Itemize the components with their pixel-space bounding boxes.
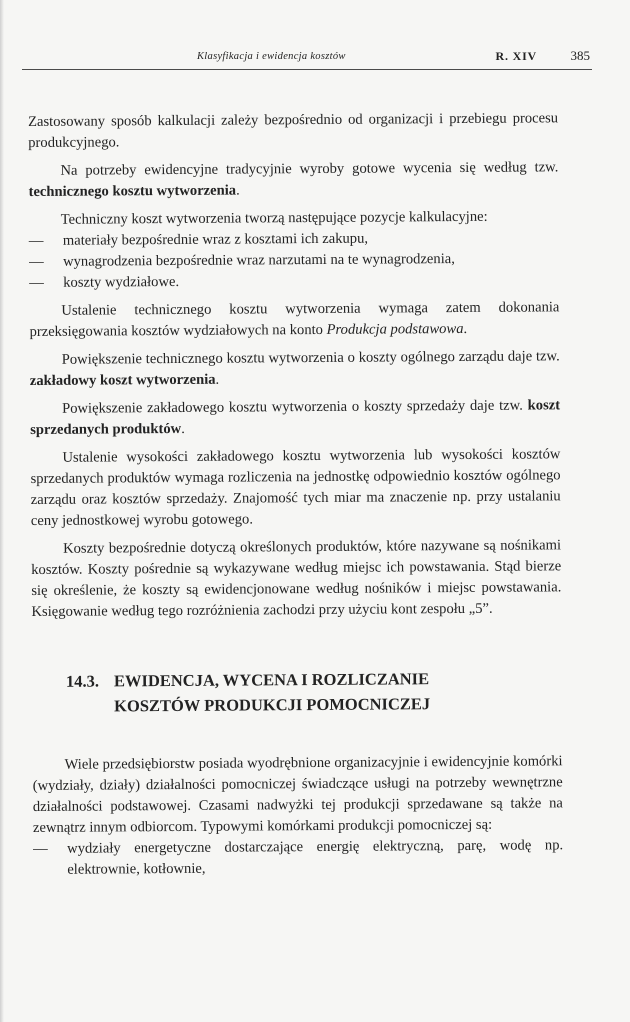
list-item: — wynagrodzenia bezpośrednie wraz narzutami na te wynagrodzenia,	[28, 251, 455, 270]
chapter-label: R. XIV	[495, 49, 537, 63]
paragraph: Powiększenie zakładowego kosztu wytworzenia o koszty sprzedaży daje tzw. koszt sprzedanych produktów.	[30, 397, 561, 438]
list-calculation-items	[29, 227, 559, 294]
paragraph: Techniczny koszt wytworzenia tworzą następujące pozycje kalkulacyjne:	[60, 208, 488, 228]
paragraph: Ustalenie technicznego kosztu wytworzenia wymaga zatem dokonania przeksięgowania kosztów wydziałowych na konto Produkcja podstawowa.	[29, 299, 560, 340]
list-item: — koszty wydziałowe.	[29, 273, 180, 291]
term-bold: technicznego kosztu wytworzenia	[28, 182, 237, 200]
paragraph: Koszty bezpośrednie dotyczą określonych produktów, które nazywane są nośnikami kosztów. Koszty pośrednie są wykazywane według miejsc ich powstawania. Stąd bierze się określenie, że koszty są ewidencjonowane według nośników i miejsc powstawania. Księgowanie według tego rozróżnienia zachodzi przy użyciu kont zespołu „5”.	[31, 537, 562, 620]
list-item: — wydziały energetyczne dostarczające energię elektryczną, parę, wodę np. elektrownie, kotłownie,	[33, 837, 564, 878]
list-item: — materiały bezpośrednie wraz z kosztami ich zakupu,	[28, 230, 369, 249]
paragraph: Wiele przedsiębiorstw posiada wyodrębnione organizacyjnie i ewidencyjnie komórki (wydziały, działy) działalności pomocniczej świadczące usługi na potrzeby wewnętrzne działalności podstawowej. Czasami nadwyżki tej produkcji sprzedawane są także na zewnątrz innym odbiorcom. Typowymi komórkami produkcji pomocniczej są:	[32, 753, 563, 836]
section-number: 14.3.	[65, 671, 100, 691]
term-bold: koszt sprzedanych produktów	[30, 397, 561, 438]
term-italic: Produkcja podstawowa	[326, 320, 464, 338]
paragraph: Zastosowany sposób kalkulacji zależy bezpośrednio od organizacji i przebiegu procesu produkcyjnego.	[28, 110, 559, 151]
section-title-line2: KOSZTÓW PRODUKCJI POMOCNICZEJ	[114, 694, 431, 716]
section-heading	[32, 665, 562, 719]
page-content	[28, 108, 563, 881]
page-binding-edge	[0, 0, 4, 1022]
running-title: Klasyfikacja i ewidencja kosztów	[197, 51, 346, 62]
paragraph: Ustalenie wysokości zakładowego kosztu wytworzenia lub wysokości kosztów sprzedanych produktów wymaga rozliczenia na jednostkę odpowiednio kosztów ogólnego zarządu oraz kosztów sprzedaży. Znajomość tych miar ma znaczenie np. przy ustalaniu ceny jednostkowej wyrobu gotowego.	[30, 446, 561, 529]
section-title-line1: EWIDENCJA, WYCENA I ROZLICZANIE	[113, 669, 430, 691]
term-bold: zakładowy koszt wytworzenia	[29, 371, 216, 389]
page-number: 385	[570, 48, 590, 63]
paragraph: Powiększenie technicznego kosztu wytworzenia o koszty ogólnego zarządu daje tzw. zakładowy koszt wytworzenia.	[29, 348, 560, 389]
paragraph: Na potrzeby ewidencyjne tradycyjnie wyroby gotowe wycenia się według tzw. technicznego kosztu wytworzenia.	[28, 159, 559, 200]
running-header	[22, 47, 592, 70]
